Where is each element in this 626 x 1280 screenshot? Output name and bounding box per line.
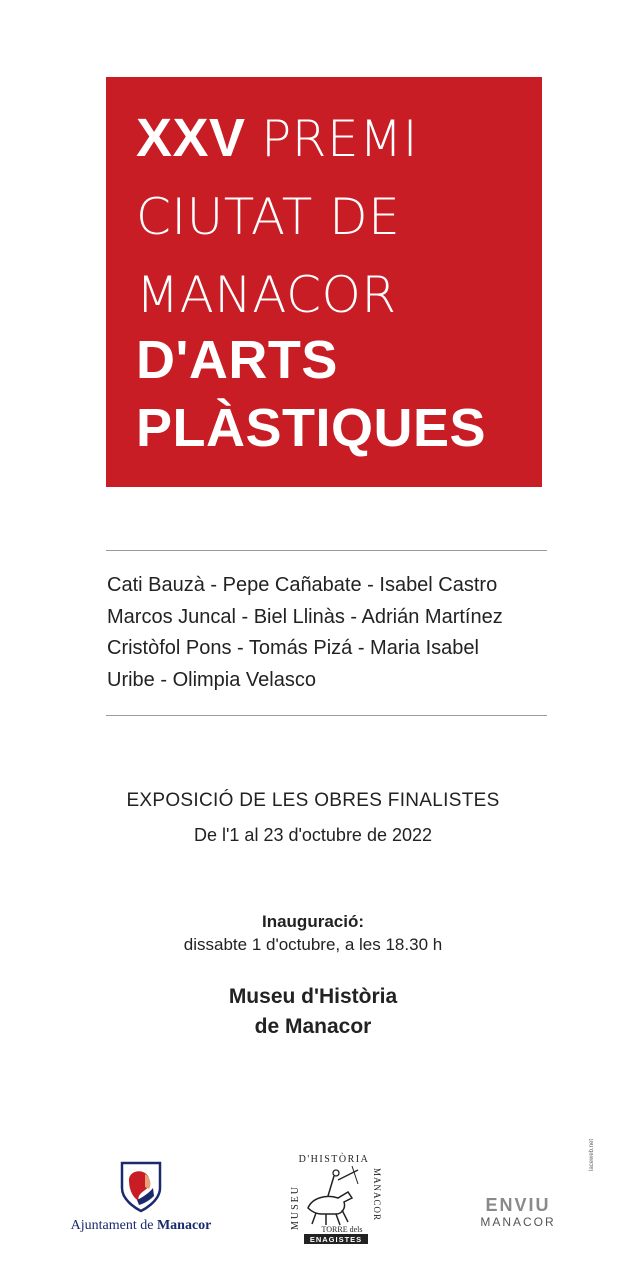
ajuntament-logo bbox=[56, 1160, 226, 1240]
exhibition-title: EXPOSICIÓ DE LES OBRES FINALISTES bbox=[126, 790, 500, 811]
museu-band-text: ENAGISTES bbox=[309, 1235, 363, 1244]
title-edition: XXV bbox=[136, 108, 246, 168]
enviu-town: MANACOR bbox=[480, 1215, 556, 1229]
divider-bottom bbox=[106, 715, 547, 716]
title-line-4 bbox=[136, 331, 338, 389]
title-premi: PREMI bbox=[261, 110, 418, 168]
museu-right-text: MANACOR bbox=[372, 1168, 382, 1222]
title-line-5 bbox=[136, 399, 486, 457]
title-manacor: MANACOR bbox=[136, 266, 397, 324]
divider-top bbox=[106, 550, 547, 551]
enviu-logo bbox=[474, 1196, 562, 1236]
title-plastiques: PLÀSTIQUES bbox=[136, 398, 487, 458]
venue-line-1: Museu d'Història bbox=[228, 985, 398, 1008]
museu-bottom-text: TORRE dels bbox=[321, 1225, 363, 1234]
artists-line-3: Cristòfol Pons - Tomás Pizá - Maria Isabel bbox=[107, 637, 479, 659]
ajuntament-name bbox=[56, 1218, 226, 1234]
title-line-1 bbox=[136, 109, 418, 168]
artists-line-4: Uribe - Olimpia Velasco bbox=[107, 669, 316, 691]
enviu-wordmark: ENVIU bbox=[485, 1195, 551, 1215]
artists-line-2: Marcos Juncal - Biel Llinàs - Adrián Martínez bbox=[107, 606, 503, 628]
ajuntament-town: Manacor bbox=[156, 1218, 212, 1233]
horse-rider-icon bbox=[308, 1166, 358, 1225]
museu-top-text: D'HISTÒRIA bbox=[298, 1154, 370, 1165]
credit-text: laceweb.net bbox=[589, 1138, 596, 1172]
artists-line-1: Cati Bauzà - Pepe Cañabate - Isabel Castro bbox=[107, 574, 498, 596]
title-line-2 bbox=[136, 187, 400, 246]
title-line-3 bbox=[136, 265, 397, 324]
inauguration-label: Inauguració: bbox=[261, 912, 364, 931]
title-ciutat: CIUTAT DE bbox=[136, 188, 401, 246]
museu-left-text: MUSEU bbox=[290, 1184, 301, 1230]
ajuntament-prefix: Ajuntament de bbox=[70, 1218, 157, 1233]
title-arts: D'ARTS bbox=[136, 330, 338, 390]
museu-logo bbox=[282, 1150, 386, 1244]
credit-mark bbox=[589, 1130, 610, 1190]
museu-logo-mark bbox=[282, 1150, 386, 1244]
exhibition-dates: De l'1 al 23 d'octubre de 2022 bbox=[193, 825, 433, 845]
title-box bbox=[106, 77, 542, 487]
venue-line-2: de Manacor bbox=[254, 1015, 372, 1038]
inauguration-time: dissabte 1 d'octubre, a les 18.30 h bbox=[183, 935, 443, 954]
shield-icon bbox=[119, 1160, 163, 1214]
